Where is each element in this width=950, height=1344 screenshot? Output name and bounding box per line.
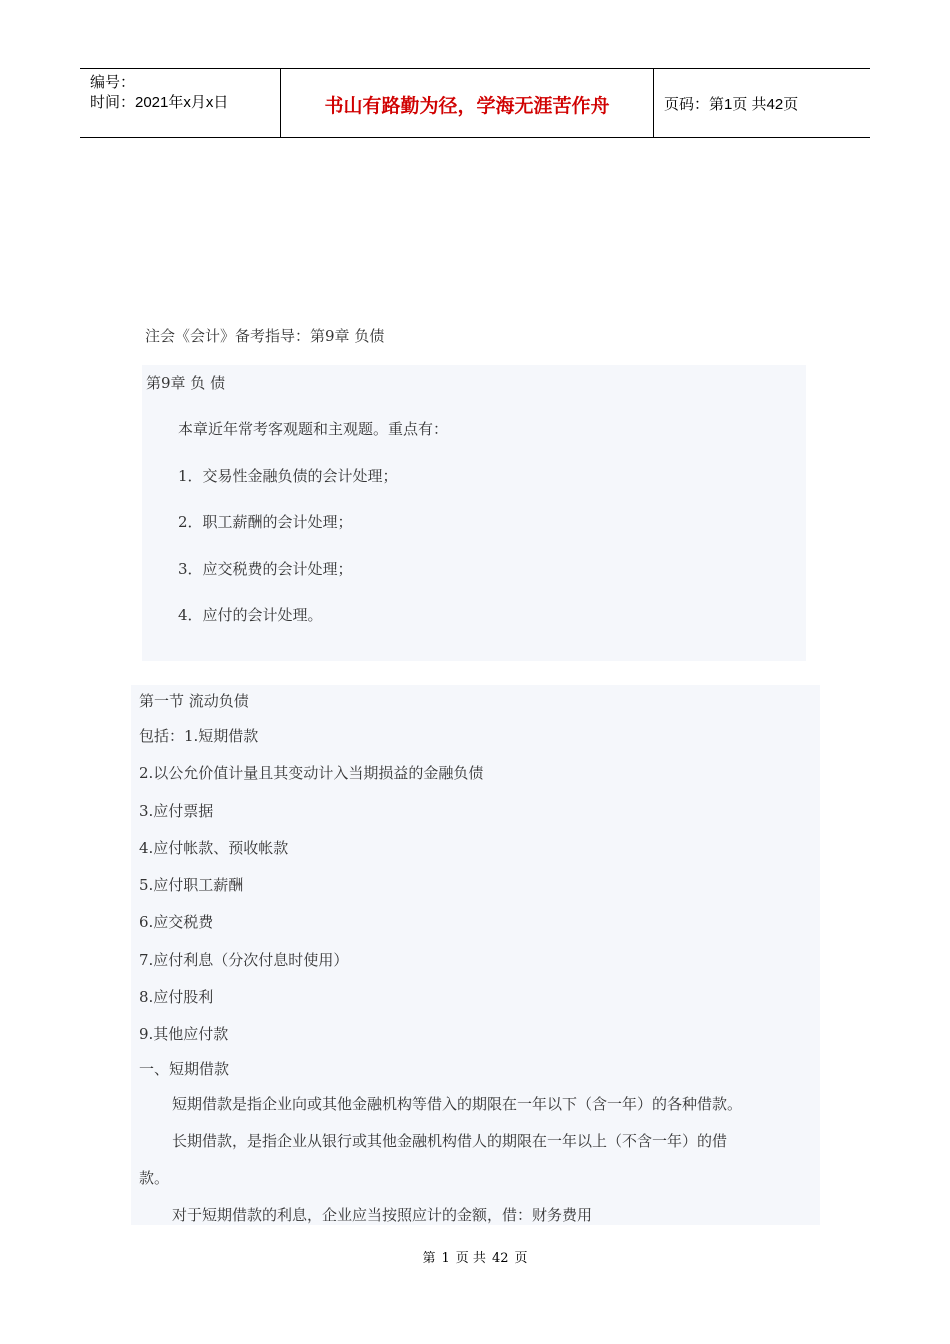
key-point: 4．应付的会计处理。 bbox=[178, 606, 323, 624]
paragraph: 短期借款是指企业向或其他金融机构等借入的期限在一年以下（含一年）的各种借款。 bbox=[172, 1095, 743, 1113]
list-item: 5.应付职工薪酬 bbox=[139, 876, 244, 894]
footer-mid: 页 共 bbox=[455, 1251, 486, 1266]
key-point: 2．职工薪酬的会计处理； bbox=[178, 513, 353, 531]
list-item: 6.应交税费 bbox=[139, 913, 214, 931]
page-footer bbox=[0, 1247, 950, 1266]
serial-label: 编号： bbox=[90, 74, 136, 91]
list-item: 3.应付票据 bbox=[139, 802, 214, 820]
list-item: 9.其他应付款 bbox=[139, 1025, 229, 1043]
sub-heading: 一、短期借款 bbox=[139, 1060, 230, 1078]
time-line: 时间：2021年x月x日 bbox=[90, 94, 229, 111]
doc-title: 注会《会计》备考指导：第9章 负债 bbox=[145, 327, 385, 345]
footer-total: 42 bbox=[491, 1251, 509, 1266]
paragraph-continuation: 款。 bbox=[139, 1169, 170, 1187]
key-point: 1．交易性金融负债的会计处理； bbox=[178, 467, 398, 485]
motto: 书山有路勤为径，学海无涯苦作舟 bbox=[324, 95, 610, 117]
list-item: 7.应付利息（分次付息时使用） bbox=[139, 951, 349, 969]
page-header bbox=[80, 68, 870, 138]
page-code: 页码：第1页 共42页 bbox=[664, 96, 799, 113]
header-meta-cell bbox=[80, 69, 281, 137]
header-page-cell bbox=[654, 69, 870, 137]
header-motto-cell bbox=[281, 69, 654, 137]
list-item: 2.以公允价值计量且其变动计入当期损益的金融负债 bbox=[139, 764, 484, 782]
includes-line: 包括：1.短期借款 bbox=[139, 727, 259, 745]
section-heading: 第一节 流动负债 bbox=[139, 692, 249, 710]
list-item: 4.应付帐款、预收帐款 bbox=[139, 839, 289, 857]
footer-suffix: 页 bbox=[514, 1251, 528, 1266]
chapter-heading: 第9章 负 债 bbox=[146, 374, 226, 392]
paragraph: 长期借款，是指企业从银行或其他金融机构借人的期限在一年以上（不含一年）的借 bbox=[172, 1132, 728, 1150]
paragraph: 对于短期借款的利息，企业应当按照应计的金额，借：财务费用 bbox=[172, 1206, 593, 1224]
list-item: 8.应付股利 bbox=[139, 988, 214, 1006]
key-point: 3．应交税费的会计处理； bbox=[178, 560, 353, 578]
chapter-intro: 本章近年常考客观题和主观题。重点有： bbox=[178, 420, 449, 438]
footer-page: 1 bbox=[441, 1251, 450, 1266]
footer-prefix: 第 bbox=[422, 1251, 436, 1266]
